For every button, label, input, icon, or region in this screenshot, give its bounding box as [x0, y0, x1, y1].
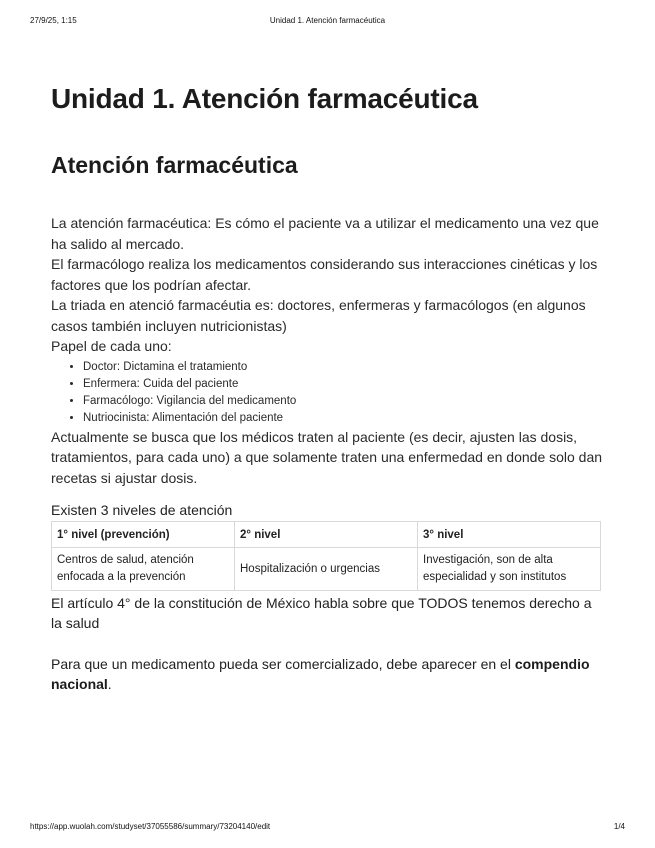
table-header-cell: 1° nivel (prevención): [52, 522, 235, 548]
paragraph-triad: La triada en atenció farmacéutia es: doctores, enfermeras y farmacólogos (en algunos casos también incluyen nutricionistas): [51, 297, 586, 334]
table-header-cell: 2° nivel: [235, 522, 418, 548]
list-item: • Farmacólogo: Vigilancia del medicamento: [83, 393, 603, 410]
page-title: Unidad 1. Atención farmacéutica: [51, 83, 478, 114]
print-footer: [30, 822, 625, 834]
table-header-row: [52, 522, 601, 548]
paragraph-compendium: [51, 654, 603, 694]
final-paragraph-prefix: Para que un medicamento pueda ser comercializado, debe aparecer en el: [51, 656, 515, 672]
section-title: Atención farmacéutica: [51, 152, 298, 178]
print-doc-title: Unidad 1. Atención farmacéutica: [269, 16, 386, 25]
print-page-number: 1/4: [613, 822, 625, 831]
paragraph-roles-intro: Papel de cada uno:: [51, 338, 172, 354]
roles-list: [51, 359, 603, 427]
table-cell: Hospitalización o urgencias: [235, 548, 418, 591]
print-header: [30, 16, 625, 30]
table-intro: Existen 3 niveles de atención: [51, 502, 233, 518]
care-levels-table: [51, 521, 601, 591]
table-header-cell: 3° nivel: [418, 522, 601, 548]
print-url: https://app.wuolah.com/studyset/37055586/summary/73204140/edit: [30, 822, 271, 831]
table-cell: Centros de salud, atención enfocada a la prevención: [52, 548, 235, 591]
document-content: [51, 82, 603, 708]
paragraph-current-approach: Actualmente se busca que los médicos traten al paciente (es decir, ajusten las dosis, tratamientos, para cada uno) a que solamente traten una enfermedad en donde solo dan recetas si ajustar dosis.: [51, 428, 603, 486]
paragraph-article-4: El artículo 4° de la constitución de México habla sobre que TODOS tenemos derecho a la salud: [51, 595, 592, 631]
compendium-term: compendio nacional: [51, 656, 590, 692]
table-cell: Investigación, son de alta especialidad y son institutos: [418, 548, 601, 591]
list-item: • Doctor: Dictamina el tratamiento: [83, 359, 603, 376]
list-item: • Enfermera: Cuida del paciente: [83, 376, 603, 393]
final-paragraph-suffix: .: [107, 676, 112, 692]
print-datetime: 27/9/25, 1:15: [30, 16, 77, 25]
table-row: [52, 548, 601, 591]
body-text: [51, 213, 603, 488]
paragraph-pharmacologist: El farmacólogo realiza los medicamentos considerando sus interacciones cinéticas y los factores que los podrían afectar.: [51, 256, 598, 293]
list-item: • Nutriocinista: Alimentación del paciente: [83, 410, 603, 427]
paragraph-definition: La atención farmacéutica: Es cómo el paciente va a utilizar el medicamento una vez que ha salido al mercado.: [51, 215, 599, 252]
